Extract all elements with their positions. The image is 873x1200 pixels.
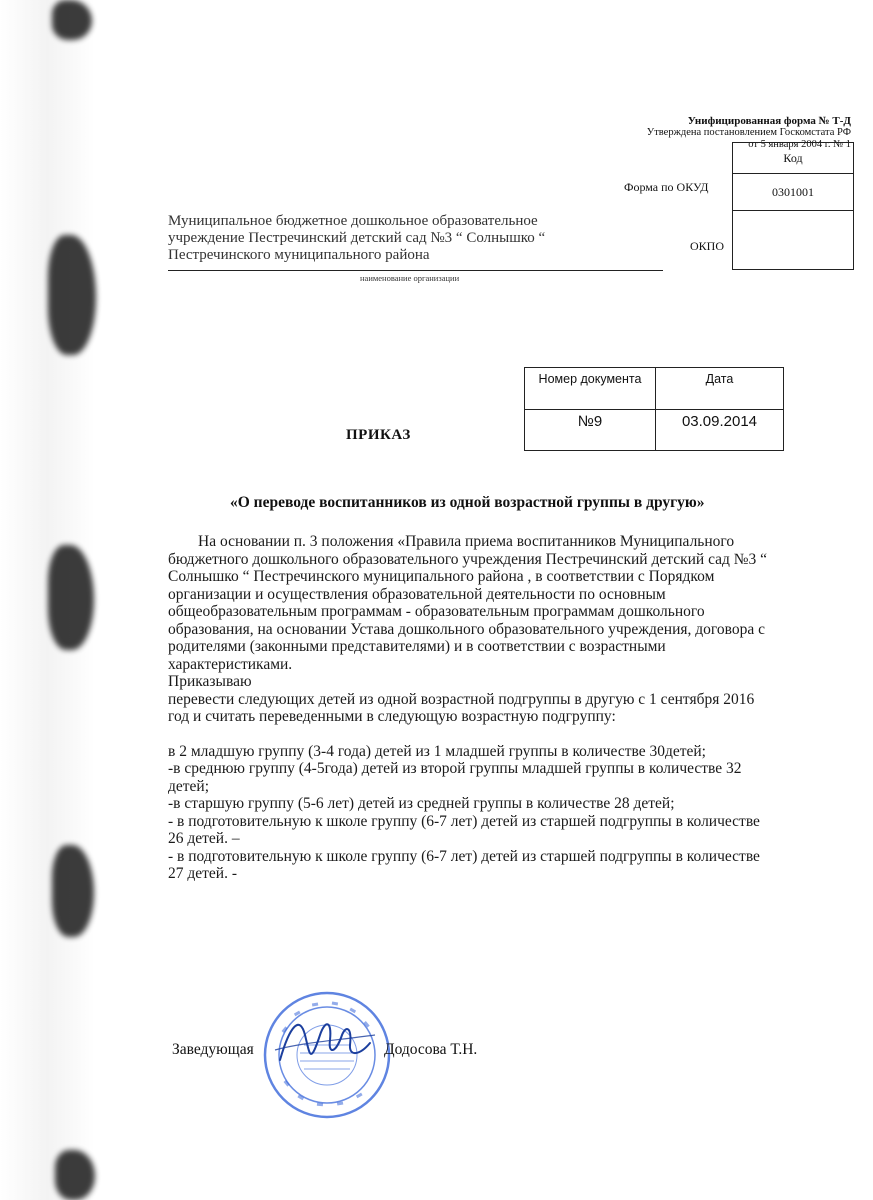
scan-blot bbox=[52, 0, 92, 40]
list-item: - в подготовительную к школе группу (6-7 лет) детей из старшей подгруппы в количестве bbox=[168, 812, 760, 830]
body-line: общеобразовательным программам - образовательным программам дошкольного bbox=[168, 603, 705, 620]
doc-date-header: Дата bbox=[656, 368, 784, 410]
spacer bbox=[168, 726, 838, 743]
org-line-1: Муниципальное бюджетное дошкольное образовательное bbox=[168, 213, 538, 229]
document-subject: «О переводе воспитанников из одной возрастной группы в другую» bbox=[230, 494, 705, 511]
list-item-cont: 27 детей. - bbox=[168, 865, 238, 882]
doc-number: №9 bbox=[525, 410, 656, 451]
signature-position: Заведующая bbox=[172, 1041, 254, 1058]
list-item: - в подготовительную к школе группу (6-7 лет) детей из старшей подгруппы в количестве bbox=[168, 847, 760, 865]
body-line: На основании п. 3 положения «Правила приема воспитанников Муниципального bbox=[198, 533, 735, 550]
body-line: год и считать переведенными в следующую возрастную подгруппу: bbox=[168, 708, 616, 725]
document-body bbox=[168, 533, 838, 883]
approved-line: Утверждена постановлением Госкомстата РФ bbox=[646, 127, 851, 138]
scan-blot bbox=[48, 235, 96, 355]
signature-name: Додосова Т.Н. bbox=[384, 1041, 478, 1058]
handwritten-signature-icon bbox=[270, 1005, 380, 1075]
okud-label: Форма по ОКУД bbox=[624, 180, 709, 194]
scan-blot bbox=[48, 545, 94, 650]
body-line: бюджетного дошкольного образовательного учреждения Пестречинский детский сад №3 “ bbox=[168, 550, 768, 568]
doc-number-header: Номер документа bbox=[525, 368, 656, 410]
form-name: Унифицированная форма № Т-Д bbox=[687, 115, 851, 127]
list-item: в 2 младшую группу (3-4 года) детей из 1 младшей группы в количестве 30детей; bbox=[168, 742, 706, 760]
code-table bbox=[732, 142, 854, 270]
list-item-cont: детей; bbox=[168, 777, 210, 795]
org-underline bbox=[168, 270, 663, 271]
document-table bbox=[524, 367, 784, 451]
list-item: -в старшую группу (5-6 лет) детей из средней группы в количестве 28 детей; bbox=[168, 795, 675, 812]
org-caption: наименование организации bbox=[360, 273, 460, 283]
body-line: Солнышко “ Пестречинского муниципального района , в соответствии с Порядком bbox=[168, 568, 715, 585]
list-item-cont: 26 детей. – bbox=[168, 830, 240, 847]
okpo-label: ОКПО bbox=[690, 239, 725, 253]
body-line: образования, на основании Устава дошкольного образовательного учреждения, договора с bbox=[168, 620, 765, 638]
approved-date-line: от 5 января 2004 г. № 1 bbox=[748, 139, 851, 150]
document-title: ПРИКАЗ bbox=[346, 427, 411, 443]
list-item: -в среднюю группу (4-5года) детей из второй группы младшей группы в количестве 32 bbox=[168, 760, 742, 777]
body-line: характеристиками. bbox=[168, 655, 293, 673]
body-line: организации и осуществления образовательной деятельности по основным bbox=[168, 585, 666, 603]
org-line-2: учреждение Пестречинский детский сад №3 “ Солнышко “ bbox=[168, 230, 546, 246]
okud-value: 0301001 bbox=[733, 174, 854, 211]
body-line: перевести следующих детей из одной возрастной подгруппы в другую с 1 сентября 2016 bbox=[168, 690, 755, 708]
kod-header: Код bbox=[733, 143, 854, 174]
org-line-3: Пестречинского муниципального района bbox=[168, 247, 430, 263]
body-line: родителями (законными представителями) и в соответствии с возрастными bbox=[168, 638, 666, 655]
doc-date: 03.09.2014 bbox=[656, 410, 784, 451]
okpo-value bbox=[733, 211, 854, 270]
organization-name bbox=[168, 213, 663, 264]
scan-blot bbox=[55, 1150, 95, 1200]
scan-blot bbox=[52, 845, 94, 937]
order-word: Приказываю bbox=[168, 673, 252, 690]
